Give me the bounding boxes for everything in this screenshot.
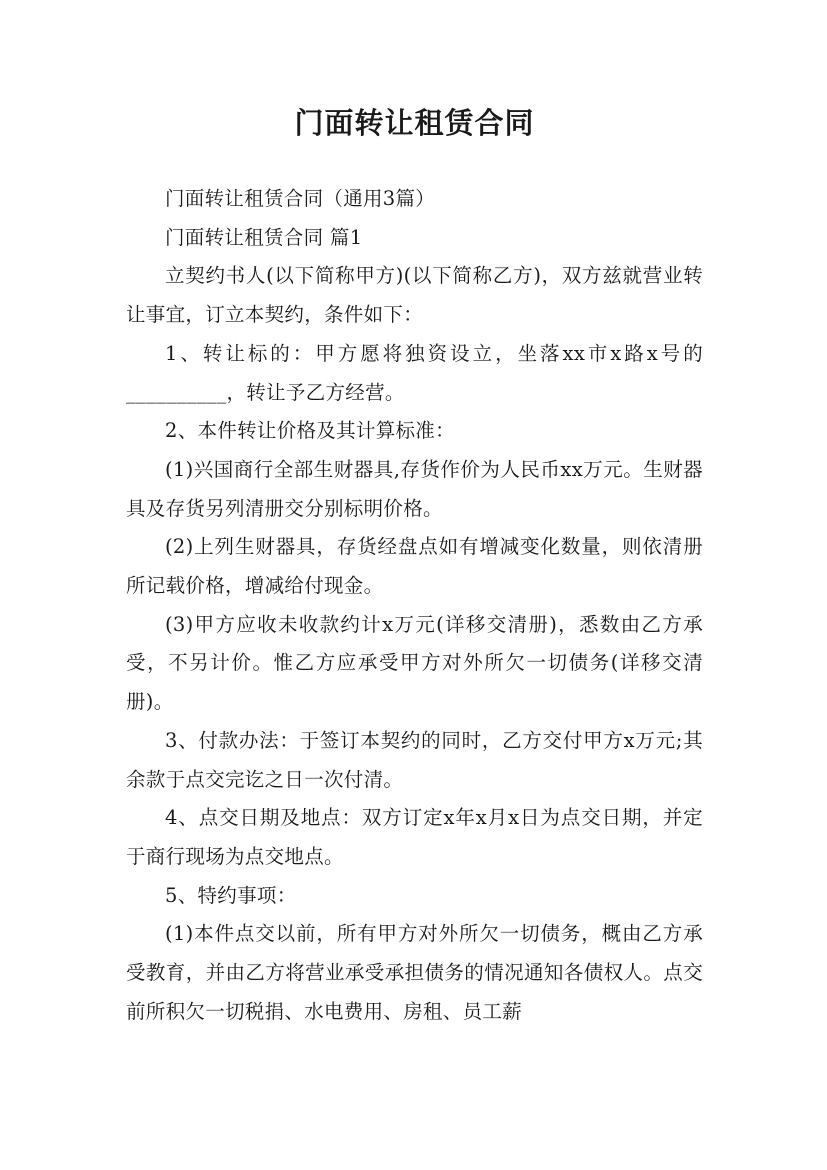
paragraph: 立契约书人(以下简称甲方)(以下简称乙方)，双方兹就营业转让事宜，订立本契约，条件如下： xyxy=(126,264,703,327)
paragraph: 1、转让标的：甲方愿将独资设立，坐落xx市x路x号的__________，转让予乙方经营。 xyxy=(126,341,703,404)
paragraph: 2、本件转让价格及其计算标准： xyxy=(165,419,455,443)
paragraph-subtitle: 门面转让租赁合同（通用3篇） xyxy=(165,187,436,210)
paragraph: (1)兴国商行全部生财器具,存货作价为人民币xx万元。生财器具及存货另列清册交分别标明价格。 xyxy=(126,457,703,520)
paragraph: (2)上列生财器具，存货经盘点如有增减变化数量，则依清册所记载价格，增减给付现金。 xyxy=(126,535,703,598)
paragraph: (1)本件点交以前，所有甲方对外所欠一切债务，概由乙方承受教育，并由乙方将营业承受承担债务的情况通知各债权人。点交前所积欠一切税捐、水电费用、房租、员工薪 xyxy=(126,922,703,1023)
paragraph: 4、点交日期及地点：双方订定x年x月x日为点交日期，并定于商行现场为点交地点。 xyxy=(126,806,703,868)
paragraph: 5、特约事项： xyxy=(165,883,297,907)
paragraph: 3、付款办法：于签订本契约的同时，乙方交付甲方x万元;其余款于点交完讫之日一次付清。 xyxy=(126,728,703,791)
document-title: 门面转让租赁合同 xyxy=(294,106,535,140)
paragraph-section-heading: 门面转让租赁合同 篇1 xyxy=(165,225,363,249)
document-body xyxy=(126,180,703,1031)
paragraph: (3)甲方应收未收款约计x万元(详移交清册)，悉数由乙方承受，不另计价。惟乙方应承受甲方对外所欠一切债务(详移交清册)。 xyxy=(126,612,703,714)
